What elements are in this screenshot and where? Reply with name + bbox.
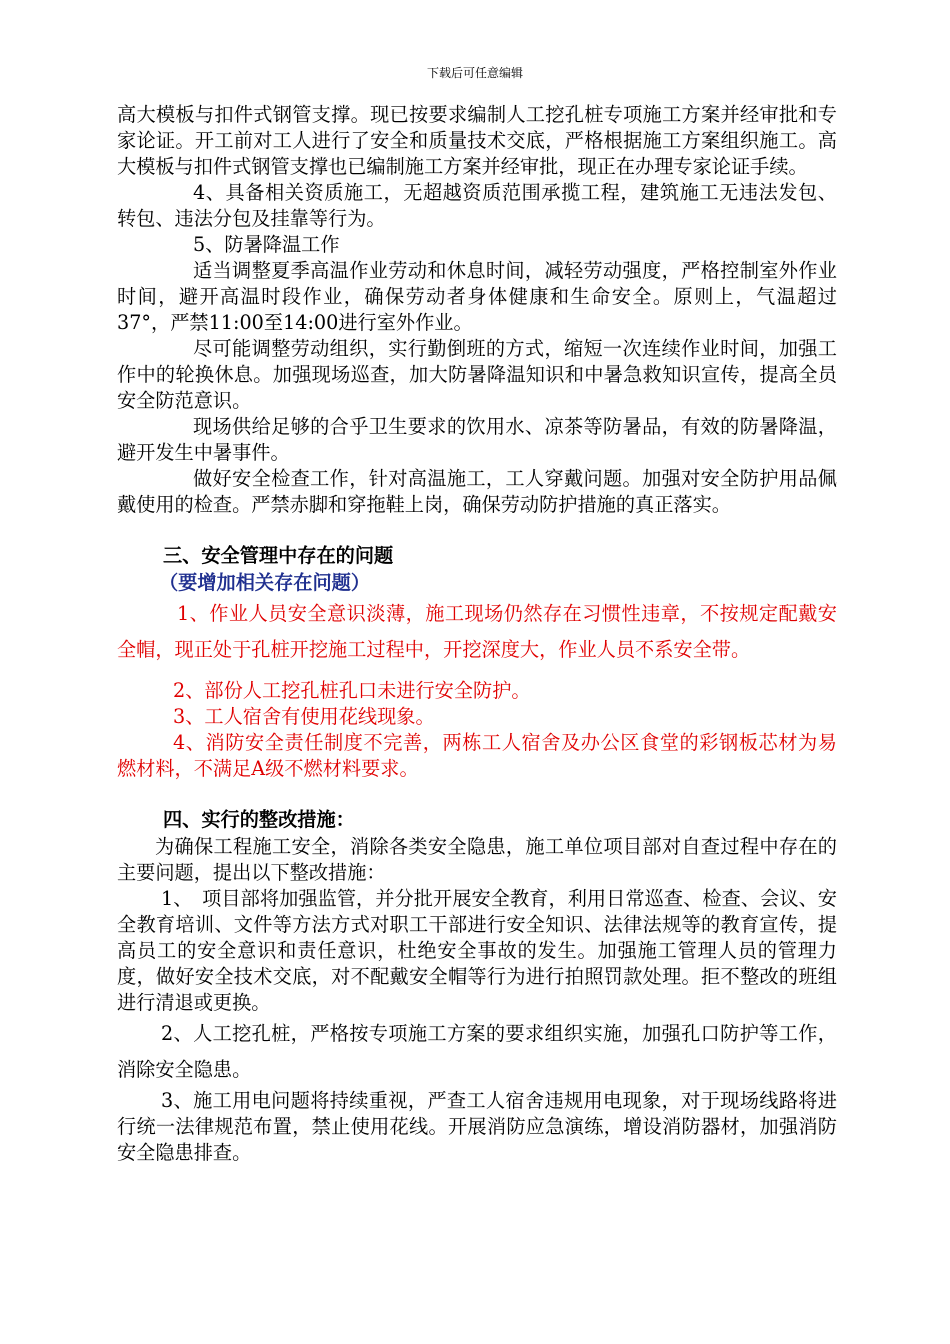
document-body	[117, 102, 837, 1166]
paragraph-heat-water: 现场供给足够的合乎卫生要求的饮用水、凉茶等防暑品，有效的防暑降温，避开发生中暑事件。	[117, 415, 837, 464]
section-4-title: 四、实行的整改措施：	[163, 808, 355, 831]
issue-item-1: 1、作业人员安全意识淡薄，施工现场仍然存在习惯性违章，不按规定配戴安全帽，现正处于孔桩开挖施工过程中，开挖深度大，作业人员不系安全带。	[117, 602, 837, 661]
measure-item-3: 3、施工用电问题将持续重视，严查工人宿舍违规用电现象，对于现场线路将进行统一法律规范布置，禁止使用花线。开展消防应急演练，增设消防器材，加强消防安全隐患排查。	[117, 1089, 837, 1164]
measure-item-1: 1、 项目部将加强监管，并分批开展安全教育，利用日常巡查、检查、会议、安全教育培训、文件等方法方式对职工干部进行安全知识、法律法规等的教育宣传，提高员工的安全意识和责任意识，杜绝安全事故的发生。加强施工管理人员的管理力度，做好安全技术交底，对不配戴安全帽等行为进行拍照罚款处理。拒不整改的班组进行清退或更换。	[117, 887, 837, 1014]
paragraph-formwork: 高大模板与扣件式钢管支撑。现已按要求编制人工挖孔桩专项施工方案并经审批和专家论证。开工前对工人进行了安全和质量技术交底，严格根据施工方案组织施工。高大模板与扣件式钢管支撑也已编制施工方案并经审批，现正在办理专家论证手续。	[117, 103, 837, 178]
paragraph-heat-shift: 尽可能调整劳动组织，实行勤倒班的方式，缩短一次连续作业时间，加强工作中的轮换休息。加强现场巡查，加大防暑降温知识和中暑急救知识宣传，提高全员安全防范意识。	[117, 337, 837, 412]
section-3-note: （要增加相关存在问题）	[159, 571, 371, 594]
paragraph-heat-inspection: 做好安全检查工作，针对高温施工，工人穿戴问题。加强对安全防护用品佩戴使用的检查。严禁赤脚和穿拖鞋上岗，确保劳动防护措施的真正落实。	[117, 467, 837, 516]
issue-item-2: 2、部份人工挖孔桩孔口未进行安全防护。	[173, 679, 531, 702]
paragraph-heat-title: 5、防暑降温工作	[193, 233, 340, 256]
section-4-intro: 为确保工程施工安全，消除各类安全隐患，施工单位项目部对自查过程中存在的主要问题，提出以下整改措施：	[117, 835, 837, 884]
issue-item-4: 4、消防安全责任制度不完善，两栋工人宿舍及办公区食堂的彩钢板芯材为易燃材料，不满足A级不燃材料要求。	[117, 731, 837, 780]
paragraph-qualification: 4、具备相关资质施工，无超越资质范围承揽工程，建筑施工无违法发包、转包、违法分包及挂靠等行为。	[117, 181, 837, 230]
issue-item-3: 3、工人宿舍有使用花线现象。	[173, 705, 435, 728]
page-header: 下载后可任意编辑	[426, 66, 523, 80]
paragraph-heat-schedule: 适当调整夏季高温作业劳动和休息时间，减轻劳动强度，严格控制室外作业时间，避开高温时段作业，确保劳动者身体健康和生命安全。原则上，气温超过37°，严禁11:00至14:00进行室外作业。	[117, 259, 837, 334]
section-3-title: 三、安全管理中存在的问题	[163, 544, 394, 567]
measure-item-2: 2、人工挖孔桩，严格按专项施工方案的要求组织实施，加强孔口防护等工作，消除安全隐患。	[117, 1022, 837, 1081]
